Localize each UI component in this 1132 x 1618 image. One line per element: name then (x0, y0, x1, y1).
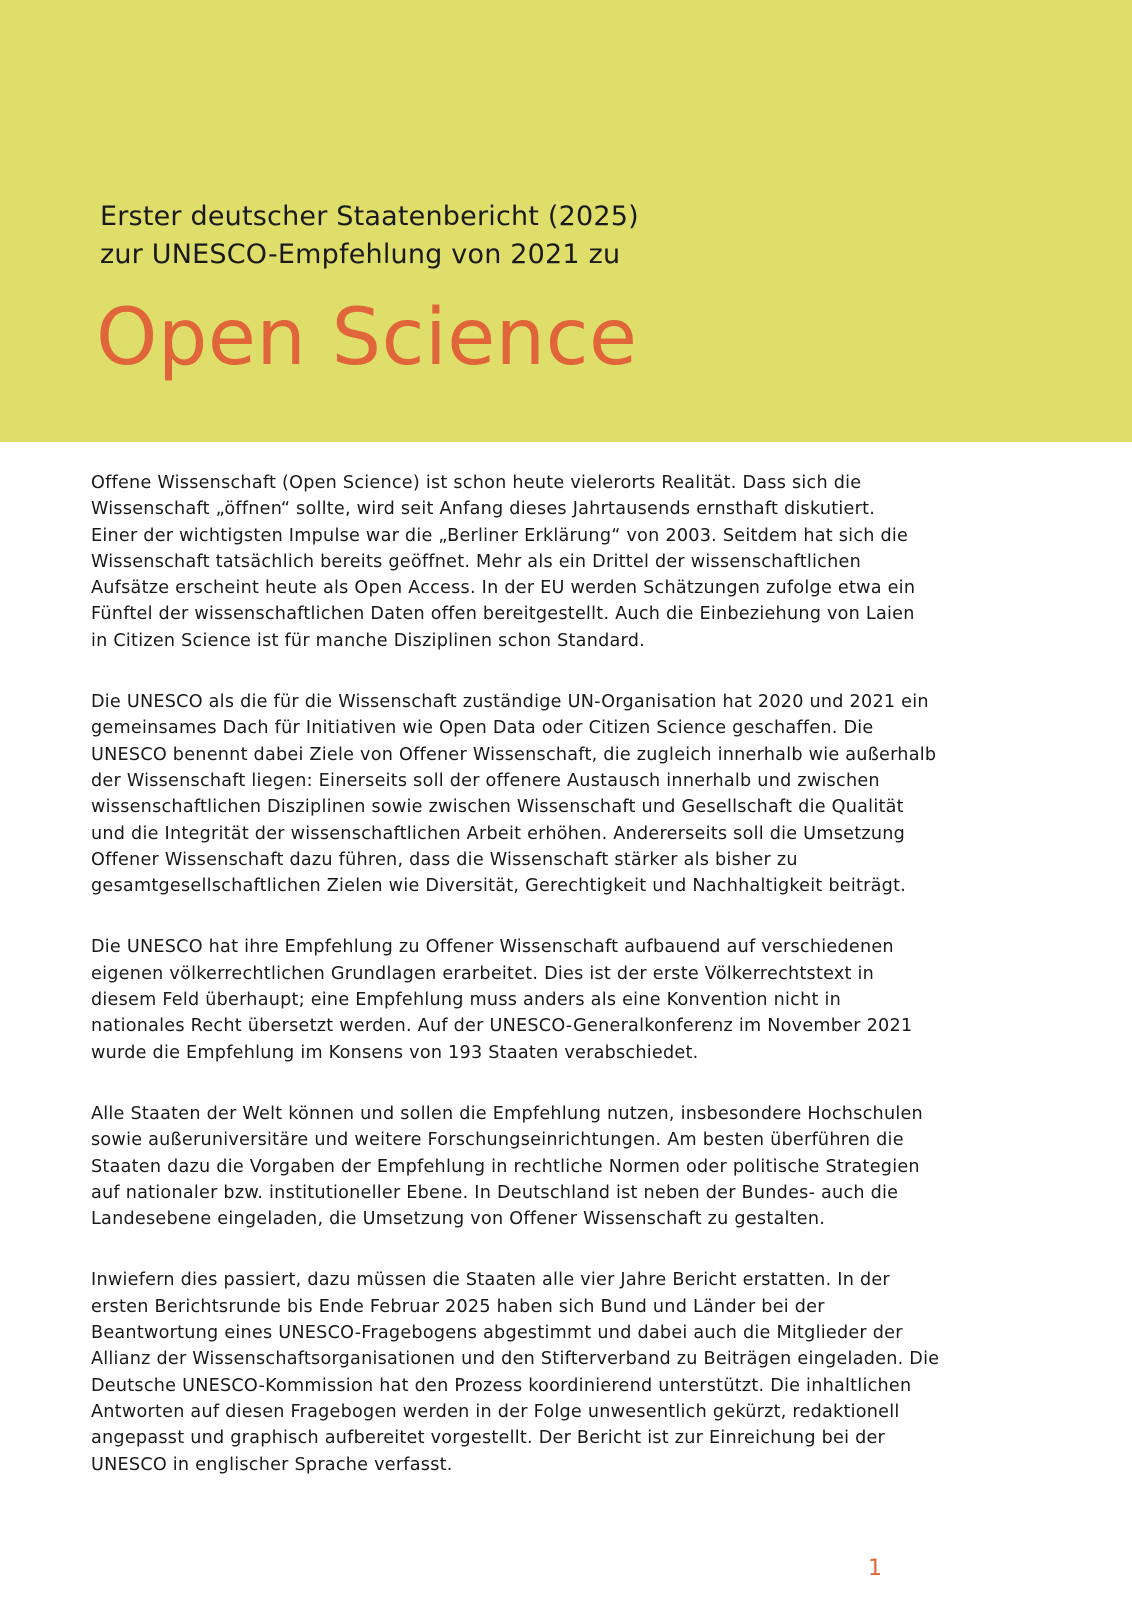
text-line: Deutsche UNESCO-Kommission hat den Prozess koordinierend unterstützt. Die inhaltlichen (91, 1375, 912, 1396)
text-line: Offener Wissenschaft dazu führen, dass die Wissenschaft stärker als bisher zu (91, 849, 798, 870)
page-title: Open Science (96, 293, 638, 383)
text-line: auf nationaler bzw. institutioneller Ebene. In Deutschland ist neben der Bundes- auch die (91, 1182, 899, 1203)
page-number: 1 (868, 1556, 882, 1581)
text-line: der Wissenschaft liegen: Einerseits soll der offenere Austausch innerhalb und zwischen (91, 770, 880, 791)
body-text (91, 470, 1021, 1513)
text-line: Landesebene eingeladen, die Umsetzung von Offener Wissenschaft zu gestalten. (91, 1209, 826, 1230)
paragraph-recommendation (91, 934, 1021, 1065)
text-line: gesamtgesellschaftlichen Zielen wie Diversität, Gerechtigkeit und Nachhaltigkeit beiträgt. (91, 876, 907, 897)
text-line: wurde die Empfehlung im Konsens von 193 Staaten verabschiedet. (91, 1042, 699, 1063)
text-line: Wissenschaft „öffnen“ sollte, wird seit Anfang dieses Jahrtausends ernsthaft diskutiert. (91, 499, 876, 520)
text-line: UNESCO in englischer Sprache verfasst. (91, 1454, 453, 1475)
text-line: Alle Staaten der Welt können und sollen die Empfehlung nutzen, insbesondere Hochschulen (91, 1103, 923, 1124)
text-line: eigenen völkerrechtlichen Grundlagen erarbeitet. Dies ist der erste Völkerrechtstext in (91, 963, 875, 984)
paragraph-states (91, 1101, 1021, 1232)
text-line: Einer der wichtigsten Impulse war die „Berliner Erklärung“ von 2003. Seitdem hat sich die (91, 525, 909, 546)
text-line: Beantwortung eines UNESCO-Fragebogens abgestimmt und dabei auch die Mitglieder der (91, 1323, 903, 1344)
text-line: Staaten dazu die Vorgaben der Empfehlung in rechtliche Normen oder politische Strategien (91, 1156, 920, 1177)
subtitle-line-2: zur UNESCO-Empfehlung von 2021 zu (100, 239, 621, 270)
text-line: Aufsätze erscheint heute als Open Access. In der EU werden Schätzungen zufolge etwa ein (91, 578, 916, 599)
report-subtitle (100, 198, 1000, 274)
text-line: in Citizen Science ist für manche Disziplinen schon Standard. (91, 630, 645, 651)
text-line: angepasst und graphisch aufbereitet vorgestellt. Der Bericht ist zur Einreichung bei der (91, 1428, 886, 1449)
text-line: diesem Feld überhaupt; eine Empfehlung muss anders als eine Konvention nicht in (91, 990, 842, 1011)
text-line: wissenschaftlichen Disziplinen sowie zwischen Wissenschaft und Gesellschaft die Qualität (91, 797, 904, 818)
text-line: Die UNESCO als die für die Wissenschaft zuständige UN-Organisation hat 2020 und 2021 ein (91, 692, 929, 713)
text-line: und die Integrität der wissenschaftlichen Arbeit erhöhen. Andererseits soll die Umsetzung (91, 823, 906, 844)
text-line: UNESCO benennt dabei Ziele von Offener Wissenschaft, die zugleich innerhalb wie außerhalb (91, 744, 937, 765)
paragraph-unesco-goals (91, 689, 1021, 899)
text-line: ersten Berichtsrunde bis Ende Februar 2025 haben sich Bund und Länder bei der (91, 1296, 825, 1317)
text-line: sowie außeruniversitäre und weitere Forschungseinrichtungen. Am besten überführen die (91, 1130, 904, 1151)
subtitle-line-1: Erster deutscher Staatenbericht (2025) (100, 201, 639, 232)
text-line: Offene Wissenschaft (Open Science) ist schon heute vielerorts Realität. Dass sich die (91, 473, 862, 493)
text-line: Allianz der Wissenschaftsorganisationen und den Stifterverband zu Beiträgen eingeladen. Die (91, 1349, 940, 1370)
text-line: Wissenschaft tatsächlich bereits geöffnet. Mehr als ein Drittel der wissenschaftlichen (91, 551, 861, 572)
text-line: nationales Recht übersetzt werden. Auf der UNESCO-Generalkonferenz im November 2021 (91, 1016, 913, 1037)
text-line: Antworten auf diesen Fragebogen werden in der Folge unwesentlich gekürzt, redaktionell (91, 1401, 900, 1422)
text-line: Fünftel der wissenschaftlichen Daten offen bereitgestellt. Auch die Einbeziehung von Laien (91, 604, 915, 625)
paragraph-reporting (91, 1267, 1021, 1477)
text-line: gemeinsames Dach für Initiativen wie Open Data oder Citizen Science geschaffen. Die (91, 718, 874, 739)
text-line: Inwiefern dies passiert, dazu müssen die Staaten alle vier Jahre Bericht erstatten. In der (91, 1270, 890, 1291)
paragraph-intro (91, 470, 1021, 654)
text-line: Die UNESCO hat ihre Empfehlung zu Offener Wissenschaft aufbauend auf verschiedenen (91, 937, 894, 958)
